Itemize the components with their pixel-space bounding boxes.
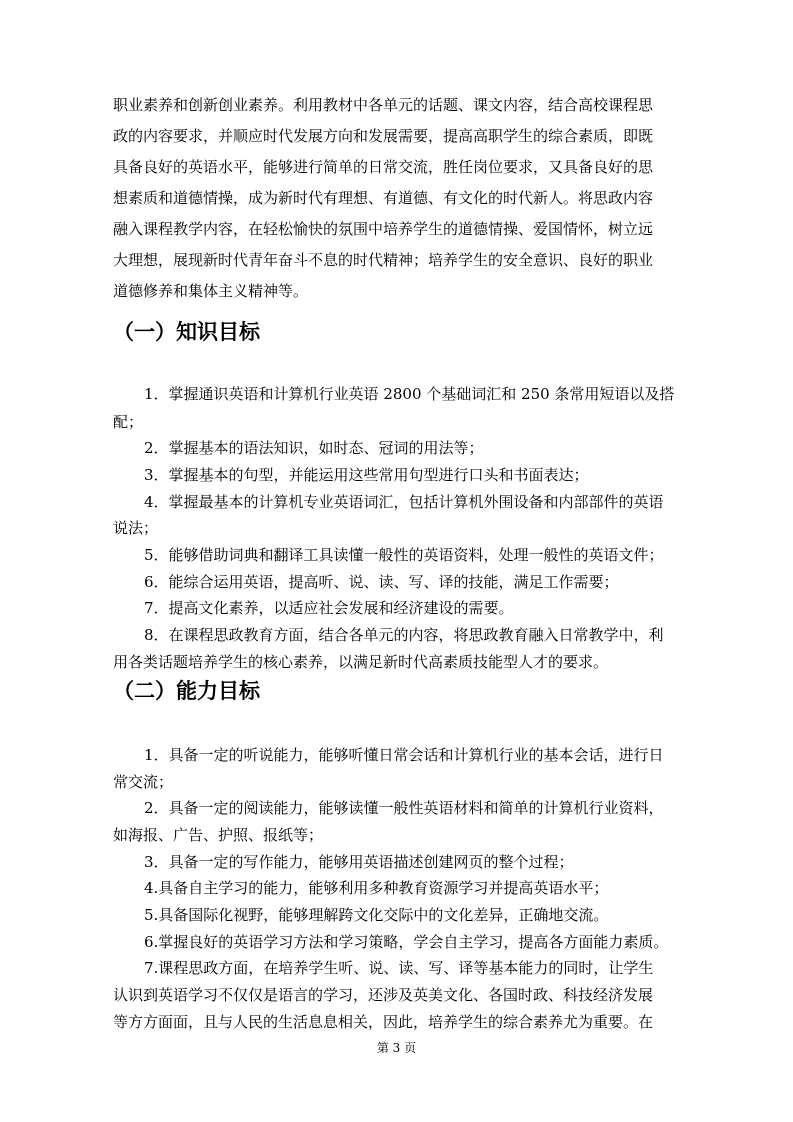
section1-line: 6．能综合运用英语，提高听、说、读、写、译的技能，满足工作需要； xyxy=(144,573,619,591)
section2-line: 认识到英语学习不仅仅是语言的学习，还涉及英美文化、各国时政、科技经济发展 xyxy=(113,986,654,1004)
section1-line: 5．能够借助词典和翻译工具读懂一般性的英语资料，处理一般性的英语文件； xyxy=(144,546,664,564)
section1-line: 2．掌握基本的语法知识，如时态、冠词的用法等； xyxy=(144,439,484,457)
section1-line: 3．掌握基本的句型，并能运用这些常用句型进行口头和书面表达； xyxy=(144,466,589,484)
section-heading-ability: （二）能力目标 xyxy=(113,679,260,703)
section2-line: 5.具备国际化视野，能够理解跨文化交际中的文化差异，正确地交流。 xyxy=(144,906,609,924)
section2-line: 2．具备一定的阅读能力，能够读懂一般性英语材料和简单的计算机行业资料， xyxy=(144,799,664,817)
page-number: 第 3 页 xyxy=(376,1041,417,1055)
section1-line: 4．掌握最基本的计算机专业英语词汇，包括计算机外围设备和内部部件的英语 xyxy=(144,493,664,511)
intro-line: 大理想，展现新时代青年奋斗不息的时代精神；培养学生的安全意识、良好的职业 xyxy=(113,251,654,269)
intro-line: 融入课程教学内容，在轻松愉快的氛围中培养学生的道德情操、爱国情怀，树立远 xyxy=(113,220,654,238)
section1-line: 用各类话题培养学生的核心素养，以满足新时代高素质技能型人才的要求。 xyxy=(113,653,609,671)
section2-line: 1．具备一定的听说能力，能够听懂日常会话和计算机行业的基本会话，进行日 xyxy=(144,746,664,764)
intro-line: 想素质和道德情操，成为新时代有理想、有道德、有文化的时代新人。将思政内容 xyxy=(113,189,654,207)
section2-line: 4.具备自主学习的能力，能够利用多种教育资源学习并提高英语水平； xyxy=(144,879,609,897)
section1-line: 1．掌握通识英语和计算机行业英语 2800 个基础词汇和 250 条常用短语以及搭 xyxy=(144,385,675,403)
section1-line: 7．提高文化素养，以适应社会发展和经济建设的需要。 xyxy=(144,599,514,617)
section2-line: 等方方面面，且与人民的生活息息相关，因此，培养学生的综合素养尤为重要。在 xyxy=(113,1013,654,1031)
section1-line: 说法； xyxy=(113,519,159,537)
section2-line: 常交流； xyxy=(113,773,174,791)
section1-line: 8．在课程思政教育方面，结合各单元的内容，将思政教育融入日常教学中，利 xyxy=(144,626,664,644)
section2-line: 3．具备一定的写作能力，能够用英语描述创建网页的整个过程； xyxy=(144,853,574,871)
intro-line: 具备良好的英语水平，能够进行简单的日常交流，胜任岗位要求，又具备良好的思 xyxy=(113,158,654,176)
section2-line: 7.课程思政方面，在培养学生听、说、读、写、译等基本能力的同时，让学生 xyxy=(144,959,654,977)
section2-line: 如海报、广告、护照、报纸等； xyxy=(113,826,324,844)
section2-line: 6.掌握良好的英语学习方法和学习策略，学会自主学习，提高各方面能力素质。 xyxy=(144,933,669,951)
section-heading-knowledge: （一）知识目标 xyxy=(113,320,260,344)
intro-line: 政的内容要求，并顺应时代发展方向和发展需要，提高高职学生的综合素质，即既 xyxy=(113,127,654,145)
intro-line: 道德修养和集体主义精神等。 xyxy=(113,282,309,300)
section1-line: 配； xyxy=(113,413,144,431)
intro-line: 职业素养和创新创业素养。利用教材中各单元的话题、课文内容，结合高校课程思 xyxy=(113,96,654,114)
